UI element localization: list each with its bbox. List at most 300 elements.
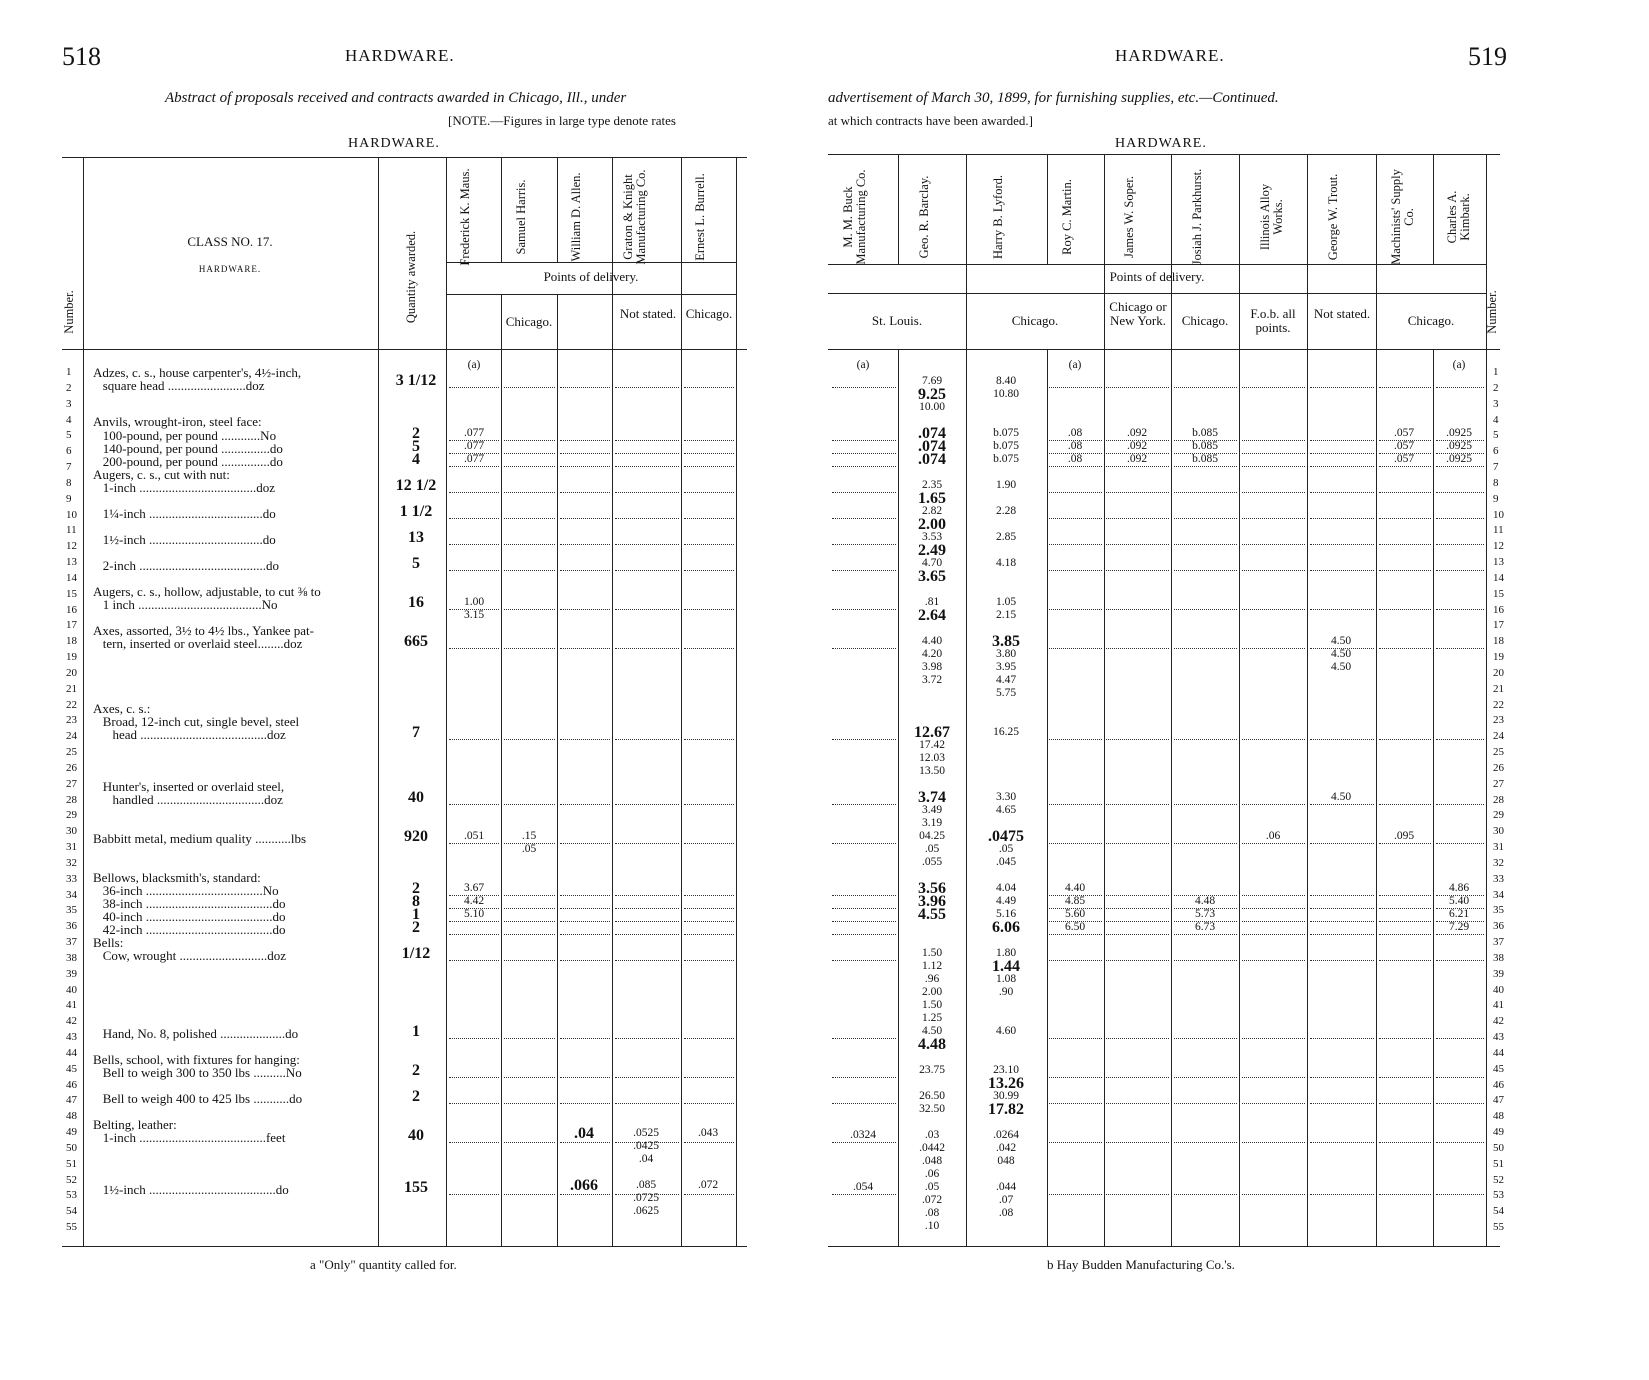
dotted-leader (832, 895, 896, 896)
bid-value: .043 (697, 1127, 719, 1139)
line-number: 4 (66, 413, 72, 426)
dotted-leader (449, 518, 499, 519)
line-number: 37 (66, 936, 77, 948)
dotted-leader (449, 843, 499, 844)
bid-value: .085 (635, 1179, 657, 1191)
dotted-leader (504, 648, 555, 649)
dotted-leader (1310, 921, 1374, 922)
line-number: 33 (66, 872, 77, 885)
dotted-leader (1049, 453, 1102, 454)
dotted-leader (1174, 960, 1237, 961)
dotted-leader (1436, 908, 1484, 909)
item-description: Hand, No. 8, polished ....................do (93, 1026, 299, 1041)
bid-value: (a) (1452, 359, 1466, 371)
line-number: 1 (66, 366, 72, 378)
dotted-leader (615, 908, 679, 909)
right-number-col-header: Number. (1485, 290, 1499, 334)
bid-value: 1.50 (921, 999, 943, 1011)
dotted-leader (832, 1038, 896, 1039)
dotted-leader (1106, 960, 1169, 961)
dotted-leader (1174, 1142, 1237, 1143)
bid-value: 32.50 (919, 1103, 945, 1115)
dotted-leader (1242, 895, 1305, 896)
bid-value: .0925 (1446, 427, 1472, 439)
dotted-leader (832, 492, 896, 493)
bid-value: 4.40 (921, 635, 943, 647)
dotted-leader (1310, 908, 1374, 909)
quantity-value: 1 (412, 1023, 420, 1040)
bid-value: 2.85 (995, 531, 1017, 543)
dotted-leader (684, 518, 734, 519)
bid-value: 3.30 (995, 791, 1017, 803)
dotted-leader (504, 609, 555, 610)
bid-value: .072 (697, 1179, 719, 1191)
line-number: 11 (66, 524, 77, 537)
line-number: 35 (1493, 904, 1504, 917)
dotted-leader (1310, 609, 1374, 610)
dotted-leader (1174, 804, 1237, 805)
quantity-value: 2 (412, 1088, 420, 1105)
dotted-leader (1106, 843, 1169, 844)
bidder-header: James W. Soper. (1122, 176, 1136, 258)
left-col-rule (736, 157, 737, 1247)
dotted-leader (1174, 908, 1237, 909)
delivery-chicago: Chicago. (1407, 313, 1455, 328)
dotted-leader (449, 453, 499, 454)
bidder-header: Ernest L. Burrell. (693, 173, 707, 261)
dotted-leader (615, 804, 679, 805)
dotted-leader (1242, 908, 1305, 909)
dotted-leader (1379, 544, 1431, 545)
item-description: 1½-inch ...................................do (93, 532, 276, 547)
bid-value: .0324 (850, 1129, 876, 1141)
line-number: 14 (66, 571, 77, 584)
dotted-leader (1174, 921, 1237, 922)
bid-value: .04 (574, 1125, 594, 1142)
line-number: 37 (1493, 936, 1504, 948)
dotted-leader (1242, 804, 1305, 805)
dotted-leader (560, 1194, 610, 1195)
item-description: Cow, wrought ...........................doz (93, 948, 287, 963)
dotted-leader (504, 466, 555, 467)
line-number: 32 (1493, 856, 1504, 869)
dotted-leader (1436, 804, 1484, 805)
quantity-value: 2 (412, 919, 420, 936)
quantity-value: 12 1/2 (395, 477, 437, 494)
bid-value: 3.72 (921, 674, 943, 686)
line-number: 18 (66, 635, 77, 648)
dotted-leader (1049, 739, 1102, 740)
bid-value: 2.00 (918, 516, 946, 533)
line-number: 5 (66, 429, 72, 442)
line-number: 33 (1493, 872, 1504, 885)
dotted-leader (449, 1142, 499, 1143)
left-note: [NOTE.—Figures in large type denote rates (448, 113, 676, 128)
line-number: 48 (66, 1110, 77, 1123)
right-running-head: HARDWARE. (1115, 46, 1225, 65)
dotted-leader (504, 570, 555, 571)
bid-value: .15 (521, 830, 537, 842)
dotted-leader (832, 440, 896, 441)
dotted-leader (1174, 466, 1237, 467)
item-description: Augers, c. s., hollow, adjustable, to cut ⅜ to (93, 584, 321, 599)
line-number: 21 (66, 682, 77, 695)
bid-value: 5.75 (995, 687, 1017, 699)
bid-value: 1.08 (995, 973, 1017, 985)
bid-value: .08 (1067, 453, 1083, 465)
bid-value: b.075 (993, 453, 1019, 465)
line-number: 19 (1493, 651, 1504, 663)
left-page-number: 518 (62, 42, 101, 71)
line-number: 25 (66, 746, 77, 758)
dotted-leader (1436, 609, 1484, 610)
bid-value: .05 (924, 843, 940, 855)
dotted-leader (684, 934, 734, 935)
line-number: 29 (66, 809, 77, 822)
dotted-leader (1049, 804, 1102, 805)
dotted-leader (1106, 934, 1169, 935)
bid-value: .04 (638, 1153, 654, 1165)
quantity-value: 13 (408, 529, 424, 546)
line-number: 41 (1493, 999, 1504, 1012)
dotted-leader (1174, 453, 1237, 454)
dotted-leader (1379, 648, 1431, 649)
dotted-leader (1436, 453, 1484, 454)
dotted-leader (1436, 1103, 1484, 1104)
dotted-leader (1436, 921, 1484, 922)
dotted-leader (615, 544, 679, 545)
bid-value: .057 (1393, 440, 1415, 452)
dotted-leader (1174, 1194, 1237, 1195)
dotted-leader (560, 518, 610, 519)
bid-value: .0725 (633, 1192, 659, 1204)
line-number: 39 (1493, 967, 1504, 980)
bidder-header: M. M. Buck Manufacturing Co. (841, 169, 868, 265)
dotted-leader (504, 518, 555, 519)
item-description: handled .................................doz (93, 792, 283, 807)
dotted-leader (449, 544, 499, 545)
right-section-heading: HARDWARE. (1115, 136, 1207, 151)
bid-value: 3.19 (921, 817, 943, 829)
dotted-leader (1174, 934, 1237, 935)
bid-value: 1.25 (921, 1012, 943, 1024)
item-description: Adzes, c. s., house carpenter's, 4½-inch, (93, 365, 302, 380)
item-description: 200-pound, per pound ...............do (93, 454, 283, 469)
dotted-leader (1174, 518, 1237, 519)
bid-value: .0925 (1446, 453, 1472, 465)
dotted-leader (504, 440, 555, 441)
dotted-leader (615, 609, 679, 610)
quantity-value: 1 (412, 906, 420, 923)
dotted-leader (1310, 492, 1374, 493)
dotted-leader (1379, 739, 1431, 740)
dotted-leader (504, 804, 555, 805)
right-note: at which contracts have been awarded.] (828, 113, 1034, 128)
dotted-leader (832, 648, 896, 649)
bid-value: .0925 (1446, 440, 1472, 452)
line-number: 38 (66, 951, 77, 964)
dotted-leader (1379, 934, 1431, 935)
line-number: 7 (1493, 461, 1499, 473)
dotted-leader (560, 895, 610, 896)
bid-value: 12.67 (914, 724, 950, 741)
bid-value: 3.56 (918, 880, 946, 897)
line-number: 9 (1493, 492, 1499, 505)
dotted-leader (1174, 1103, 1237, 1104)
dotted-leader (684, 466, 734, 467)
dotted-leader (449, 960, 499, 961)
left-col-rule (557, 295, 558, 1247)
dotted-leader (832, 908, 896, 909)
dotted-leader (1310, 570, 1374, 571)
line-number: 41 (66, 999, 77, 1012)
line-number: 27 (66, 777, 77, 790)
dotted-leader (1436, 739, 1484, 740)
dotted-leader (449, 895, 499, 896)
dotted-leader (1436, 440, 1484, 441)
dotted-leader (684, 648, 734, 649)
line-number: 40 (1493, 983, 1504, 996)
dotted-leader (615, 570, 679, 571)
line-number: 43 (1493, 1031, 1504, 1043)
dotted-leader (832, 609, 896, 610)
dotted-leader (1310, 648, 1374, 649)
item-description: 140-pound, per pound ...............do (93, 441, 283, 456)
dotted-leader (1379, 843, 1431, 844)
line-number: 48 (1493, 1110, 1504, 1123)
right-col-rule (1047, 154, 1048, 264)
left-col-rule (501, 295, 502, 1247)
bidder-header: Graton & Knight Manufacturing Co. (621, 169, 648, 265)
dotted-leader (1049, 440, 1102, 441)
line-number: 20 (66, 666, 77, 679)
bid-value: .05 (998, 843, 1014, 855)
line-number: 5 (1493, 429, 1499, 442)
dotted-leader (615, 1103, 679, 1104)
bidder-header: Samuel Harris. (514, 179, 528, 255)
item-description: Bell to weigh 300 to 350 lbs ..........No (93, 1065, 302, 1080)
left-header-rule (446, 294, 736, 295)
right-title-line: advertisement of March 30, 1899, for furnishing supplies, etc.—Continued. (828, 90, 1279, 106)
dotted-leader (832, 843, 896, 844)
dotted-leader (1106, 1142, 1169, 1143)
item-description: 1 inch ......................................No (93, 597, 278, 612)
bid-value: .077 (463, 440, 485, 452)
line-number: 30 (66, 825, 77, 838)
line-number: 55 (66, 1221, 77, 1233)
dotted-leader (1310, 453, 1374, 454)
dotted-leader (1379, 804, 1431, 805)
quantity-value: 2 (412, 880, 420, 897)
line-number: 4 (1493, 413, 1499, 426)
quantity-value: 1/12 (401, 945, 431, 962)
dotted-leader (504, 895, 555, 896)
dotted-leader (1436, 492, 1484, 493)
dotted-leader (504, 960, 555, 961)
line-number: 9 (66, 492, 72, 505)
bid-value: 7.29 (1448, 921, 1470, 933)
dotted-leader (1242, 544, 1305, 545)
dotted-leader (1436, 648, 1484, 649)
dotted-leader (560, 1142, 610, 1143)
dotted-leader (1379, 440, 1431, 441)
bid-value: 2.00 (921, 986, 943, 998)
delivery-chicago: Chicago. (1181, 313, 1229, 328)
bid-value: .042 (995, 1142, 1017, 1154)
bid-value: 6.73 (1194, 921, 1216, 933)
dotted-leader (1242, 1194, 1305, 1195)
bid-value: 3.98 (921, 661, 943, 673)
bid-value: 048 (997, 1155, 1015, 1167)
bid-value: .07 (998, 1194, 1014, 1206)
bid-value: .074 (918, 438, 946, 455)
dotted-leader (449, 1077, 499, 1078)
dotted-leader (615, 453, 679, 454)
left-table-bottom-rule (62, 1246, 747, 1247)
dotted-leader (1242, 570, 1305, 571)
line-number: 36 (1493, 920, 1504, 933)
bid-value: 1.80 (995, 947, 1017, 959)
dotted-leader (1242, 1103, 1305, 1104)
line-number: 42 (66, 1015, 77, 1028)
delivery-chicago-or-new-york: Chicago or New York. (1109, 299, 1167, 328)
line-number: 23 (66, 714, 77, 727)
dotted-leader (615, 1194, 679, 1195)
dotted-leader (504, 1038, 555, 1039)
bid-value: 10.80 (993, 388, 1019, 400)
bid-value: 4.50 (1330, 648, 1352, 660)
bid-value: (a) (467, 359, 481, 371)
bid-value: .08 (998, 1207, 1014, 1219)
bid-value: .044 (995, 1181, 1017, 1193)
delivery-not-stated: Not stated. (619, 306, 677, 321)
quantity-value: 5 (412, 555, 420, 572)
quantity-value: 2 (412, 425, 420, 442)
dotted-leader (504, 843, 555, 844)
left-header-bottom-rule (62, 349, 747, 350)
bid-value: 4.49 (995, 895, 1017, 907)
dotted-leader (1436, 1194, 1484, 1195)
line-number: 11 (1493, 524, 1504, 537)
dotted-leader (1174, 648, 1237, 649)
line-number: 17 (1493, 619, 1504, 632)
quantity-value: 7 (412, 724, 420, 741)
dotted-leader (684, 739, 734, 740)
bid-value: .0442 (919, 1142, 945, 1154)
dotted-leader (504, 387, 555, 388)
dotted-leader (1106, 1038, 1169, 1039)
dotted-leader (1242, 492, 1305, 493)
line-number: 51 (66, 1157, 77, 1170)
dotted-leader (560, 921, 610, 922)
dotted-leader (832, 466, 896, 467)
dotted-leader (832, 739, 896, 740)
dotted-leader (1379, 492, 1431, 493)
bid-value: .06 (924, 1168, 940, 1180)
bidder-header: Machinists' Supply Co. (1389, 169, 1416, 265)
dotted-leader (1049, 895, 1102, 896)
right-col-rule (1047, 349, 1048, 1246)
dotted-leader (1049, 1194, 1102, 1195)
line-number: 3 (66, 397, 72, 410)
dotted-leader (504, 492, 555, 493)
bid-value: .066 (570, 1177, 598, 1194)
dotted-leader (1049, 466, 1102, 467)
dotted-leader (1436, 960, 1484, 961)
bid-value: .0264 (993, 1129, 1019, 1141)
quantity-value: 1 1/2 (399, 503, 433, 520)
bid-value: 13.26 (988, 1075, 1024, 1092)
left-running-head: HARDWARE. (345, 46, 455, 65)
dotted-leader (1379, 453, 1431, 454)
dotted-leader (1379, 1077, 1431, 1078)
left-col-rule (557, 157, 558, 262)
dotted-leader (1379, 387, 1431, 388)
bidder-header: Josiah J. Parkhurst. (1190, 168, 1204, 266)
bid-value: .06 (1265, 830, 1281, 842)
item-description: 40-inch .......................................do (93, 909, 286, 924)
dotted-leader (615, 960, 679, 961)
line-number: 44 (1493, 1046, 1504, 1059)
quantity-value: 2 (412, 1062, 420, 1079)
item-description: 100-pound, per pound ............No (93, 428, 277, 443)
dotted-leader (1310, 1038, 1374, 1039)
dotted-leader (1436, 570, 1484, 571)
dotted-leader (1106, 492, 1169, 493)
item-description: Anvils, wrought-iron, steel face: (93, 414, 262, 429)
line-number: 34 (1493, 888, 1504, 901)
dotted-leader (615, 895, 679, 896)
bid-value: 2.64 (918, 607, 946, 624)
dotted-leader (560, 934, 610, 935)
item-description: 1½-inch .......................................do (93, 1182, 289, 1197)
bid-value: 6.21 (1448, 908, 1470, 920)
dotted-leader (615, 466, 679, 467)
dotted-leader (560, 440, 610, 441)
delivery-not-stated: Not stated. (1313, 306, 1371, 321)
bid-value: 4.48 (918, 1036, 946, 1053)
dotted-leader (684, 895, 734, 896)
dotted-leader (1106, 466, 1169, 467)
dotted-leader (560, 1077, 610, 1078)
dotted-leader (832, 960, 896, 961)
bid-value: b.085 (1192, 440, 1218, 452)
dotted-leader (1106, 609, 1169, 610)
bid-value: 3.49 (921, 804, 943, 816)
dotted-leader (504, 908, 555, 909)
quantity-value: 40 (408, 1127, 424, 1144)
dotted-leader (449, 934, 499, 935)
bid-value: .96 (924, 973, 940, 985)
dotted-leader (560, 843, 610, 844)
dotted-leader (1174, 843, 1237, 844)
line-number: 46 (1493, 1078, 1504, 1091)
dotted-leader (449, 609, 499, 610)
right-table-bottom-rule (828, 1246, 1500, 1247)
line-number: 50 (66, 1141, 77, 1154)
left-number-col-header: Number. (62, 290, 76, 334)
bid-value: .08 (1067, 440, 1083, 452)
item-description: Axes, c. s.: (93, 701, 151, 716)
dotted-leader (1049, 1103, 1102, 1104)
line-number: 28 (1493, 793, 1504, 806)
dotted-leader (1049, 544, 1102, 545)
dotted-leader (615, 934, 679, 935)
dotted-leader (449, 1103, 499, 1104)
right-col-rule (1239, 154, 1240, 1246)
dotted-leader (1049, 960, 1102, 961)
bid-value: .095 (1393, 830, 1415, 842)
